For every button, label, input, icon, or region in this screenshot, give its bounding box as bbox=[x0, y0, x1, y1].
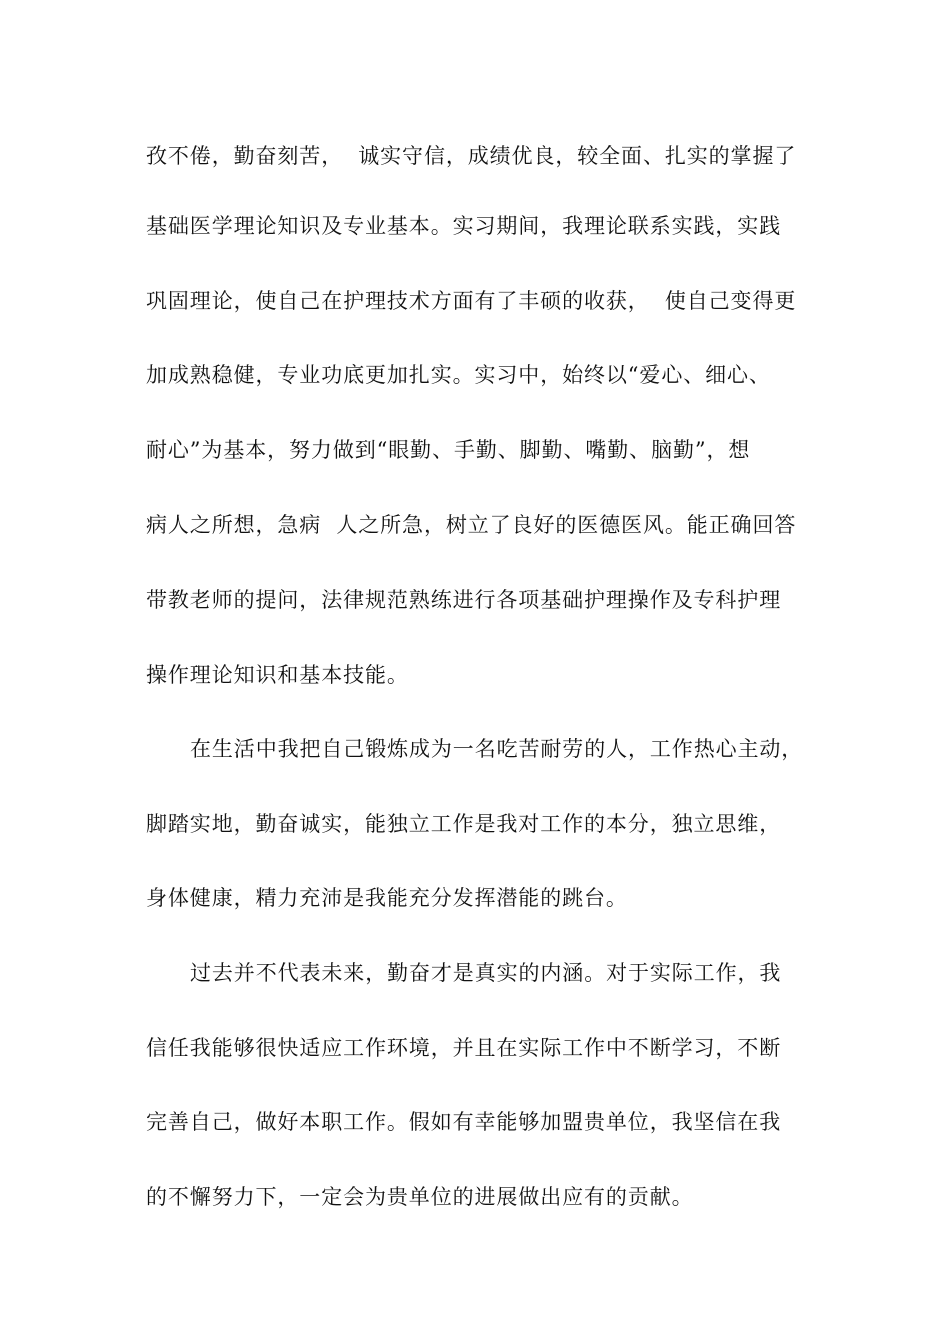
text-line: 脚踏实地，勤奋诚实，能独立工作是我对工作的本分，独立思维， bbox=[146, 812, 782, 836]
text-line: 孜不倦，勤奋刻苦， 诚实守信，成绩优良，较全面、扎实的掌握了 bbox=[146, 144, 797, 168]
text-line: 完善自己，做好本职工作。假如有幸能够加盟贵单位，我坚信在我 bbox=[146, 1110, 782, 1134]
paragraph-first-line: 在生活中我把自己锻炼成为一名吃苦耐劳的人，工作热心主动， bbox=[190, 737, 804, 761]
text-line: 基础医学理论知识及专业基本。实习期间，我理论联系实践，实践 bbox=[146, 214, 782, 238]
text-line: 耐心”为基本，努力做到“眼勤、手勤、脚勤、嘴勤、脑勤”，想 bbox=[146, 438, 751, 462]
paragraph-first-line: 过去并不代表未来，勤奋才是真实的内涵。对于实际工作，我 bbox=[190, 961, 782, 985]
text-line: 带教老师的提问，法律规范熟练进行各项基础护理操作及专科护理 bbox=[146, 588, 782, 612]
text-line: 加成熟稳健，专业功底更加扎实。实习中，始终以“爱心、细心、 bbox=[146, 363, 771, 387]
text-line: 巩固理论，使自己在护理技术方面有了丰硕的收获， 使自己变得更 bbox=[146, 289, 797, 313]
text-line: 操作理论知识和基本技能。 bbox=[146, 663, 409, 687]
text-line: 的不懈努力下，一定会为贵单位的进展做出应有的贡献。 bbox=[146, 1185, 694, 1209]
text-line: 信任我能够很快适应工作环境，并且在实际工作中不断学习，不断 bbox=[146, 1036, 782, 1060]
text-line: 身体健康，精力充沛是我能充分发挥潜能的跳台。 bbox=[146, 886, 628, 910]
text-line: 病人之所想，急病 人之所急，树立了良好的医德医风。能正确回答 bbox=[146, 513, 797, 537]
